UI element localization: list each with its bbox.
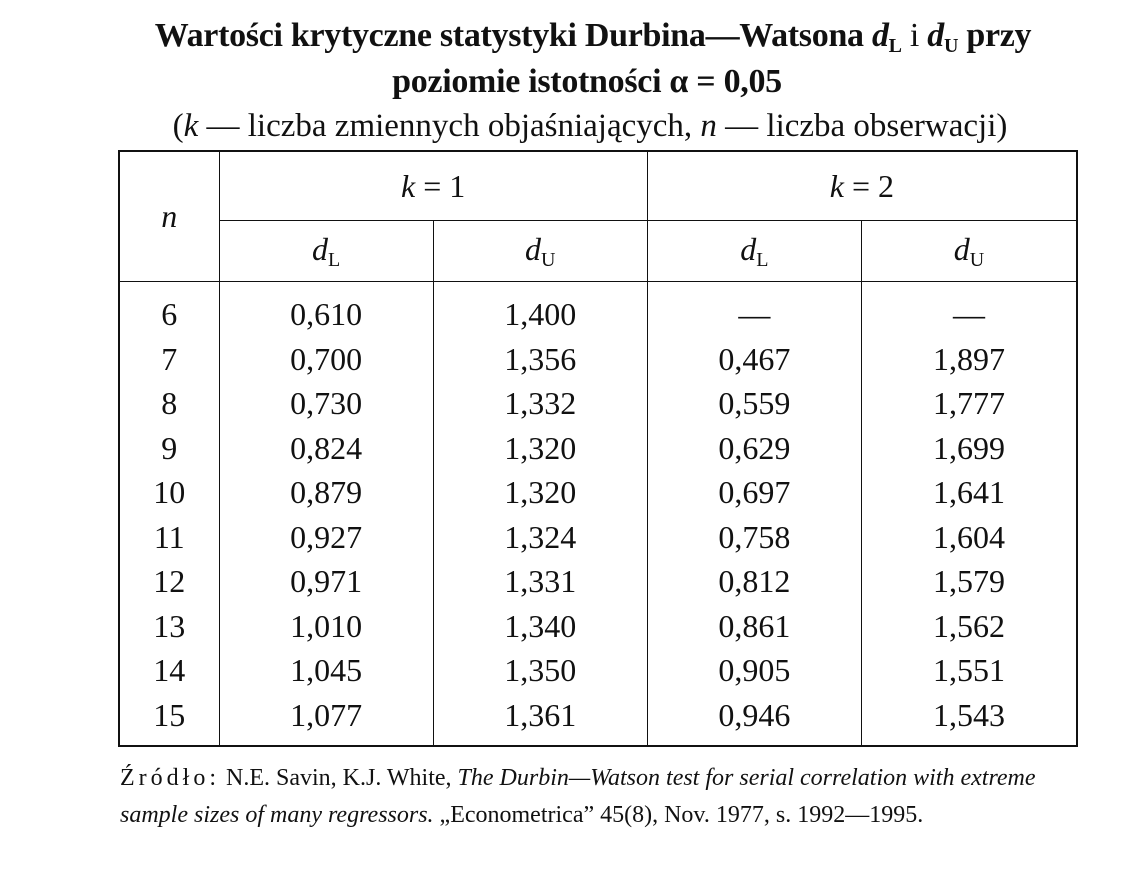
cell-k2-du: 1,604 xyxy=(861,515,1077,560)
subtitle-k-desc: — liczba zmiennych objaśniających, xyxy=(206,108,693,144)
subtitle-k-symbol: k xyxy=(183,108,199,144)
title-line-1 xyxy=(20,16,1146,66)
table-row xyxy=(119,426,1077,471)
cell-k1-dl: 0,610 xyxy=(219,282,433,337)
cell-k1-du: 1,350 xyxy=(433,648,647,693)
cell-k2-dl: — xyxy=(647,282,861,337)
cell-k1-du: 1,400 xyxy=(433,282,647,337)
title-line-2: poziomie istotności α = 0,05 xyxy=(392,63,782,100)
header-n: n xyxy=(119,151,219,282)
table-row xyxy=(119,693,1077,747)
cell-k2-dl: 0,946 xyxy=(647,693,861,747)
table-row xyxy=(119,648,1077,693)
header-k1-du: $d_U$ xyxy=(433,221,647,282)
table-row xyxy=(119,515,1077,560)
cell-k1-du: 1,320 xyxy=(433,426,647,471)
cell-k2-du: 1,777 xyxy=(861,381,1077,426)
cell-k2-dl: 0,629 xyxy=(647,426,861,471)
cell-n: 9 xyxy=(119,426,219,471)
header-k1-dl: $d_L$ xyxy=(219,221,433,282)
title-connector: i xyxy=(909,17,920,54)
cell-k2-dl: 0,812 xyxy=(647,559,861,604)
cell-n: 15 xyxy=(119,693,219,747)
cell-k2-du: 1,551 xyxy=(861,648,1077,693)
cell-n: 8 xyxy=(119,381,219,426)
cell-k1-dl: 0,971 xyxy=(219,559,433,604)
cell-n: 14 xyxy=(119,648,219,693)
cell-n: 7 xyxy=(119,337,219,382)
table-row xyxy=(119,282,1077,337)
cell-k1-dl: 0,700 xyxy=(219,337,433,382)
source-label: Źródło: xyxy=(120,765,220,791)
source-journal: „Econometrica” 45(8), Nov. 1977, s. 1992—1995. xyxy=(439,802,924,828)
cell-k1-dl: 0,730 xyxy=(219,381,433,426)
subtitle: (k — liczba zmiennych objaśniających, n — liczba obserwacji) xyxy=(172,108,1008,144)
cell-k2-dl: 0,559 xyxy=(647,381,861,426)
title-du-symbol: $d_U$ xyxy=(927,17,959,57)
cell-k2-dl: 0,905 xyxy=(647,648,861,693)
cell-k1-du: 1,361 xyxy=(433,693,647,747)
header-k2-du: $d_U$ xyxy=(861,221,1077,282)
cell-n: 11 xyxy=(119,515,219,560)
cell-k1-du: 1,356 xyxy=(433,337,647,382)
cell-k2-dl: 0,697 xyxy=(647,470,861,515)
cell-k2-du: — xyxy=(861,282,1077,337)
source-authors: N.E. Savin, K.J. White, xyxy=(226,765,452,791)
title-suffix: przy xyxy=(966,17,1032,54)
cell-k1-dl: 1,010 xyxy=(219,604,433,649)
cell-k1-dl: 1,077 xyxy=(219,693,433,747)
subtitle-n-desc: — liczba obserwacji) xyxy=(725,108,1008,144)
cell-n: 13 xyxy=(119,604,219,649)
table-row xyxy=(119,604,1077,649)
cell-k2-dl: 0,467 xyxy=(647,337,861,382)
cell-k2-du: 1,699 xyxy=(861,426,1077,471)
cell-k1-du: 1,331 xyxy=(433,559,647,604)
cell-k2-dl: 0,861 xyxy=(647,604,861,649)
table-row xyxy=(119,470,1077,515)
table-row xyxy=(119,559,1077,604)
source-work-title: The Durbin—Watson test for serial correlation with extreme sample sizes of many regressors. xyxy=(120,765,1036,828)
cell-k2-dl: 0,758 xyxy=(647,515,861,560)
subtitle-n-symbol: n xyxy=(700,108,717,144)
cell-k1-du: 1,324 xyxy=(433,515,647,560)
table-row xyxy=(119,381,1077,426)
source-note xyxy=(120,760,1085,834)
header-k1: k = 1 xyxy=(219,151,647,221)
cell-k1-dl: 1,045 xyxy=(219,648,433,693)
cell-k1-dl: 0,927 xyxy=(219,515,433,560)
title-dl-symbol: $d_L$ xyxy=(871,17,902,57)
cell-k1-du: 1,332 xyxy=(433,381,647,426)
title-prefix: Wartości krytyczne statystyki Durbina—Watsona xyxy=(154,17,864,54)
cell-n: 12 xyxy=(119,559,219,604)
cell-k1-dl: 0,879 xyxy=(219,470,433,515)
cell-k2-du: 1,579 xyxy=(861,559,1077,604)
cell-n: 6 xyxy=(119,282,219,337)
table-row xyxy=(119,337,1077,382)
critical-values-table xyxy=(118,150,1078,747)
cell-k2-du: 1,543 xyxy=(861,693,1077,747)
cell-k1-dl: 0,824 xyxy=(219,426,433,471)
cell-k1-du: 1,320 xyxy=(433,470,647,515)
cell-k2-du: 1,641 xyxy=(861,470,1077,515)
header-k2: k = 2 xyxy=(647,151,1077,221)
cell-k2-du: 1,897 xyxy=(861,337,1077,382)
cell-k2-du: 1,562 xyxy=(861,604,1077,649)
cell-n: 10 xyxy=(119,470,219,515)
header-k2-dl: $d_L$ xyxy=(647,221,861,282)
cell-k1-du: 1,340 xyxy=(433,604,647,649)
